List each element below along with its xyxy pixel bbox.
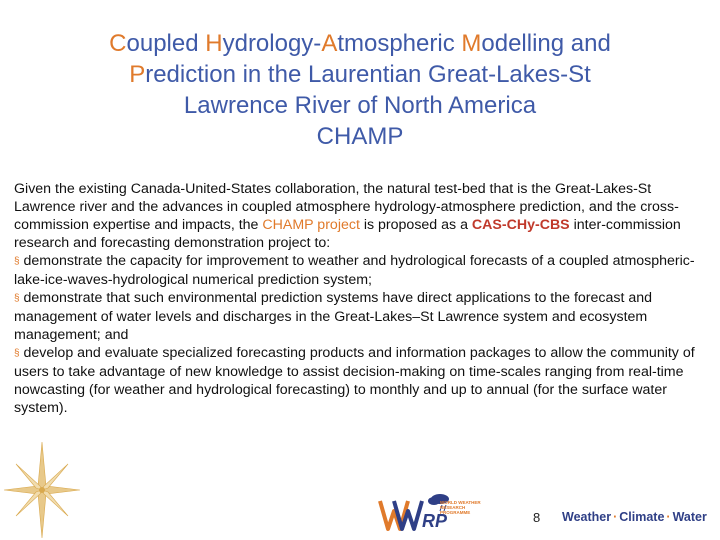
title-word: odelling and	[481, 30, 611, 57]
intro-text: inter-commission research and forecasting demonstration project to:	[14, 217, 681, 251]
title-line-3: Lawrence River of North America	[183, 92, 537, 119]
wwrp-logo	[376, 489, 496, 535]
bullet-item	[14, 289, 706, 344]
title-word: tmospheric	[337, 30, 462, 57]
slide-body	[14, 180, 706, 417]
bullet-item	[14, 344, 706, 417]
title-line-4: CHAMP	[316, 123, 404, 150]
title-initial: P	[129, 61, 146, 88]
title-initial: M	[461, 30, 482, 57]
tagline-separator: ·	[613, 510, 618, 524]
bullet-text: demonstrate that such environmental prediction systems have direct applications to the forecast and management of water levels and discharges in the Great-Lakes–St Lawrence system and ecosystem management; and	[14, 290, 653, 343]
svg-text:RP: RP	[422, 511, 448, 531]
title-line-1	[20, 28, 700, 59]
compass-star-icon	[2, 440, 82, 540]
bullet-icon: §	[14, 348, 20, 359]
title-word: ydrology-	[222, 30, 322, 57]
slide-title	[20, 28, 700, 152]
title-initial: A	[321, 30, 338, 57]
tagline-word: Water	[672, 510, 707, 524]
intro-text: is proposed as a	[359, 217, 472, 233]
title-initial: C	[109, 30, 127, 57]
page-number: 8	[533, 510, 541, 525]
bullet-text: demonstrate the capacity for improvement to weather and hydrological forecasts of a coupled atmospheric-lake-ice-waves-hydrological numerical prediction system;	[14, 253, 695, 288]
title-initial: H	[205, 30, 223, 57]
title-word: rediction in the Laurentian Great-Lakes-St	[145, 61, 591, 88]
tagline-word: Climate	[619, 510, 665, 524]
tagline-word: Weather	[562, 510, 612, 524]
title-line-2	[20, 59, 700, 90]
title-word: oupled	[126, 30, 206, 57]
wwrp-logo-tagline: WORLD WEATHER RESEARCH PROGRAMME	[440, 500, 481, 515]
bullet-text: develop and evaluate specialized forecasting products and information packages to allow the community of users to take advantage of new knowledge to assist decision-making on time-scales ranging from real-time nowcasting (for weather and hydrological forecasting) to monthly and up to annual (for the surface water system).	[14, 345, 695, 416]
champ-project-highlight: CHAMP project	[262, 217, 360, 233]
intro-text: Given the existing Canada-United-States collaboration, the natural test-bed that is the Great-Lakes-St Lawrence river and the advances in coupled atmosphere hydrology-atmosphere prediction, and the cross-commission expertise and impacts, the	[14, 181, 679, 233]
bullet-icon: §	[14, 293, 20, 304]
cas-chy-cbs-highlight: CAS-CHy-CBS	[471, 217, 570, 233]
footer-tagline	[562, 510, 707, 524]
bullet-item	[14, 252, 706, 289]
bullet-icon: §	[14, 256, 20, 267]
intro-paragraph	[14, 180, 706, 252]
tagline-separator: ·	[666, 510, 671, 524]
